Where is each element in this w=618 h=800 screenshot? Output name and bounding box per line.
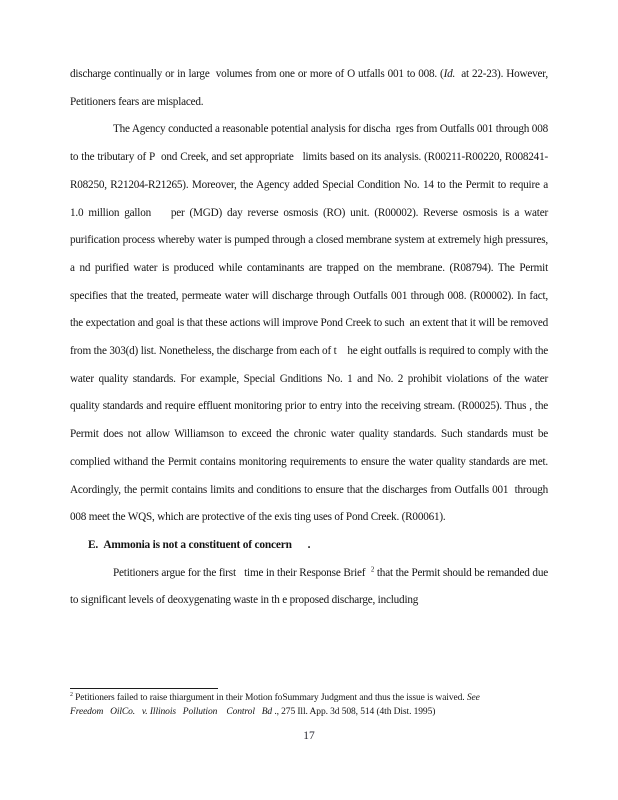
paragraph (70, 116, 548, 532)
text-run: ., 275 Ill. App. 3d 508, 514 (4th Dist. 1995) (272, 706, 436, 717)
footnote-separator (70, 688, 218, 689)
document-body (70, 61, 548, 615)
text-run: Id. (443, 68, 456, 80)
text-run: E. Ammonia is not a constituent of concern . (88, 538, 311, 551)
text-run: Petitioners argue for the first time in their Response Brief (113, 566, 371, 579)
text-run: 2 (370, 564, 375, 573)
text-run: that the Permit should be remanded due to significant levels of deoxygenating waste in th e proposed discharge, including (70, 566, 548, 607)
footnote-text (70, 692, 548, 720)
paragraph (70, 560, 548, 615)
paragraph (70, 61, 548, 116)
text-run: The Agency conducted a reasonable potential analysis for discha rges from Outfalls 001 through 008 to the tributary of P ond Creek, and set appropriate limits based on its analysis. (R00211-R00220, R008241-R08250, R21204-R21265). Moreover, the Agency added Special Condition No. 14 to the Permit to require a 1.0 million gallon per (MGD) day reverse osmosis (RO) unit. (R00002). Reverse osmosis is a water purification process whereby water is pumped through a closed membrane system at extremely high pressures, a nd purified water is produced while contaminants are trapped on the membrane. (R08794). The Permit specifies that the treated, permeate water will discharge through Outfalls 001 through 008. (R00002). In fact, the expectation and goal is that these actions will improve Pond Creek to such an extent that it will be removed from the 303(d) list. Nonetheless, the discharge from each of t he eight outfalls is required to comply with the water quality standards. For example, Special Gnditions No. 1 and No. 2 prohibit violations of the water quality standards and require effluent monitoring prior to entry into the receiving stream. (R00025). Thus , the Permit does not allow Williamson to exceed the chronic water quality standards. Such standards must be complied withand the Permit contains monitoring requirements to ensure the water quality standards are met. Acordingly, the permit contains limits and conditions to ensure that the discharges from Outfalls 001 through 008 meet the WQS, which are protective of the exis ting uses of Pond Creek. (R00061). (70, 123, 548, 524)
text-run: at 22-23). However, Petitioners fears are misplaced. (70, 68, 548, 108)
page-number: 17 (303, 730, 315, 742)
text-run: discharge continually or in large volumes from one or more of O utfalls 001 to 008. ( (70, 68, 444, 80)
text-run: Petitioners failed to raise thiargument in their Motion foSummary Judgment and thus the issue is waived. (72, 693, 467, 703)
section-heading (70, 532, 548, 560)
footnote-area (70, 688, 548, 720)
text-run: See Freedom OilCo. v. Illinois Pollution Control Bd (70, 693, 480, 717)
text-run: 2 (70, 691, 73, 698)
